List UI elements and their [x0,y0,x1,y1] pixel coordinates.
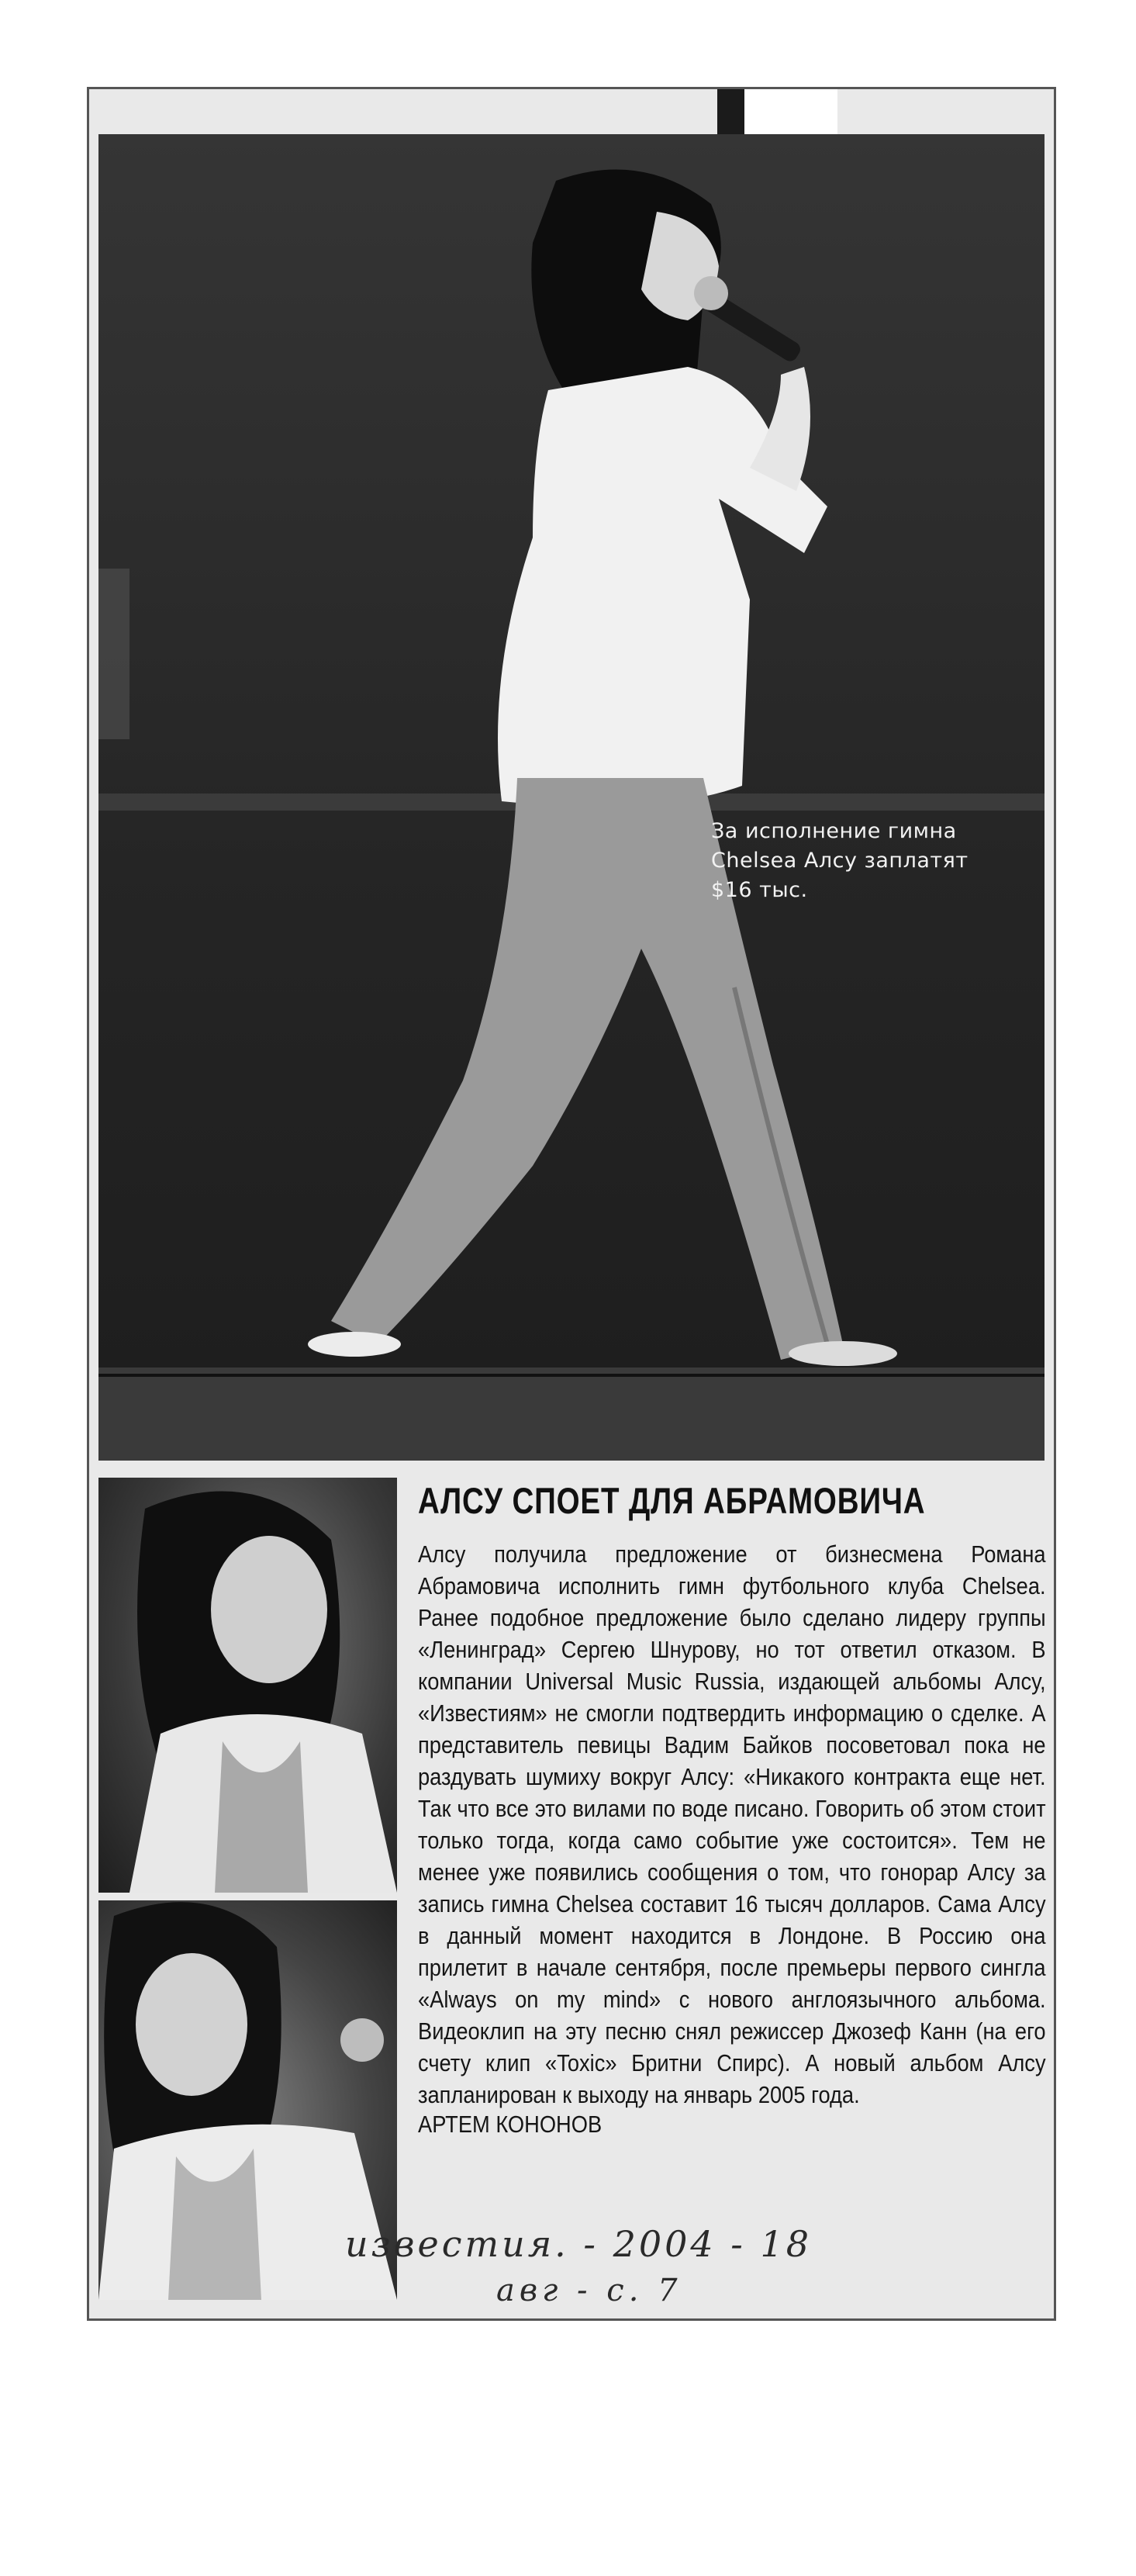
handwritten-source-note: известия. - 2004 - 18 [345,2223,812,2265]
article-body: Алсу получила предложение от бизнесмена Романа Абрамовича исполнить гимн футбольного клуба Chelsea. Ранее подобное предложение было сделано лидеру группы «Ленинград» Сергею Шнурову, но тот ответил отказом. В компании Universal Music Russia, издающей альбомы Алсу, «Известиям» не смогли подтвердить информацию о сделке. А представитель певицы Вадим Байков посоветовал пока не раздувать шумиху вокруг Алсу: «Никакого контракта еще нет. Так что все это вилами по воде писано. Говорить об этом стоит только тогда, когда само событие уже состоится». Тем не менее уже появились сообщения о том, что гонорар Алсу за запись гимна Chelsea составит 16 тысяч долларов. Сама Алсу в данный момент находится в Лондоне. В Россию она прилетит в начале сентября, после премьеры первого сингла «Always on my mind» с нового англоязычного альбома. Видеоклип на эту песню снял режиссер Джозеф Канн (на его счету клип «Toxic» Бритни Спирс). А новый альбом Алсу запланирован к выходу на январь 2005 года. [418,1540,1046,2108]
newspaper-clipping [87,87,1056,2321]
hero-photo [98,134,1044,1461]
article-author: АРТЕМ КОНОНОВ [418,2111,603,2138]
article [418,1478,1046,2139]
photo-caption: За исполнение гимна Chelsea Алсу заплатят $16 тыс. [711,819,969,902]
article-headline: АЛСУ СПОЕТ ДЛЯ АБРАМОВИЧА [418,1480,926,1521]
singer-on-stage-figure [98,134,1044,1461]
portrait-photo-top [98,1478,397,1893]
handwritten-page-note: авг - с. 7 [496,2273,682,2308]
